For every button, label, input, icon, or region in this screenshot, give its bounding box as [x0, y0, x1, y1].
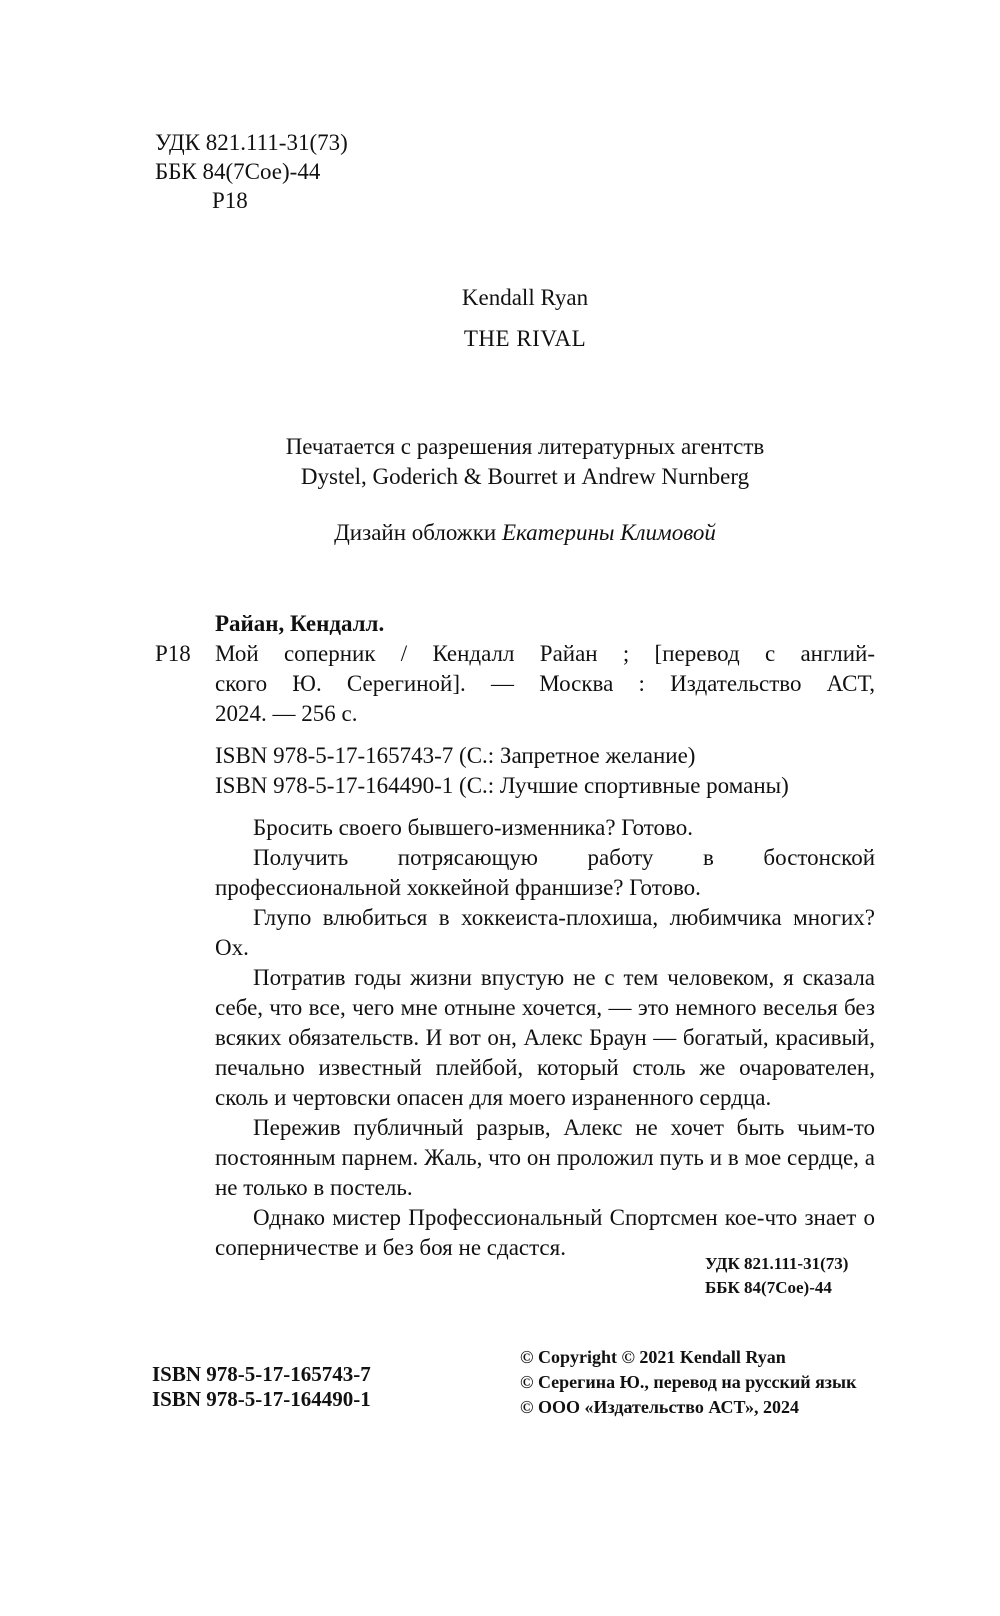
permission-note [0, 432, 1000, 492]
isbn-block [152, 1362, 371, 1412]
permission-line-1: Печатается с разрешения литературных агентств [285, 434, 765, 459]
copyright-block [520, 1345, 856, 1420]
record-line-1: Мой соперник / Кендалл Райан ; [перевод с англий- [215, 641, 875, 666]
bibliographic-record [155, 609, 875, 1263]
record-isbn-1: ISBN 978-5-17-165743-7 (С.: Запретное желание) [215, 743, 696, 768]
author-mark: Р18 [212, 188, 248, 213]
record-bbk: ББК 84(7Сое)-44 [705, 1278, 832, 1297]
copyright-line-1: © Copyright © 2021 Kendall Ryan [520, 1347, 786, 1367]
annotation-paragraph: Однако мистер Профессиональный Спортсмен кое-что знает о соперничестве и без боя не сдастся. [215, 1205, 875, 1260]
record-heading: Райан, Кендалл. [215, 611, 385, 636]
classification-codes [155, 128, 348, 215]
cover-design-credit [0, 520, 1000, 546]
annotation-paragraph: Глупо влюбиться в хоккеиста-плохиша, любимчика многих? Ох. [215, 905, 875, 960]
record-isbns [155, 741, 875, 801]
annotation-paragraph: Потратив годы жизни впустую не с тем человеком, я сказала себе, что все, чего мне отныне хочется, — это немного веселья без всяких обязательств. И вот он, Алекс Браун — богатый, красивый, печально известный плейбой, который столь же очарователен, сколь и чертовски опасен для моего израненного сердца. [215, 965, 875, 1110]
annotation-paragraph: Пережив публичный разрыв, Алекс не хочет быть чьим-то постоянным парнем. Жаль, что он проложил путь и в мое сердце, а не только в постель. [215, 1115, 875, 1200]
record-mark: Р18 [155, 641, 191, 666]
original-title: THE RIVAL [463, 326, 587, 351]
udk-code: УДК 821.111-31(73) [155, 130, 348, 155]
design-prefix: Дизайн обложки [334, 520, 497, 545]
permission-line-2: Dystel, Goderich & Bourret и Andrew Nurnberg [300, 464, 750, 489]
record-line-3: 2024. — 256 с. [215, 701, 358, 726]
designer-name: Екатерины Климовой [501, 520, 716, 545]
isbn-2: ISBN 978-5-17-164490-1 [152, 1387, 371, 1411]
copyright-line-3: © ООО «Издательство АСТ», 2024 [520, 1397, 800, 1417]
record-line-2: ского Ю. Серегиной]. — Москва : Издательство АСТ, [215, 671, 875, 696]
copyright-line-2: © Серегина Ю., перевод на русский язык [520, 1372, 857, 1392]
record-classification [705, 1252, 848, 1300]
record-udk: УДК 821.111-31(73) [705, 1254, 849, 1273]
isbn-1: ISBN 978-5-17-165743-7 [152, 1362, 371, 1386]
bbk-code: ББК 84(7Сое)-44 [155, 159, 321, 184]
annotation [155, 813, 875, 1263]
original-author: Kendall Ryan [461, 285, 589, 310]
annotation-paragraph: Получить потрясающую работу в бостонской профессиональной хоккейной франшизе? Готово. [215, 845, 875, 900]
record-isbn-2: ISBN 978-5-17-164490-1 (С.: Лучшие спортивные романы) [215, 773, 789, 798]
annotation-paragraph: Бросить своего бывшего-изменника? Готово. [253, 815, 693, 840]
